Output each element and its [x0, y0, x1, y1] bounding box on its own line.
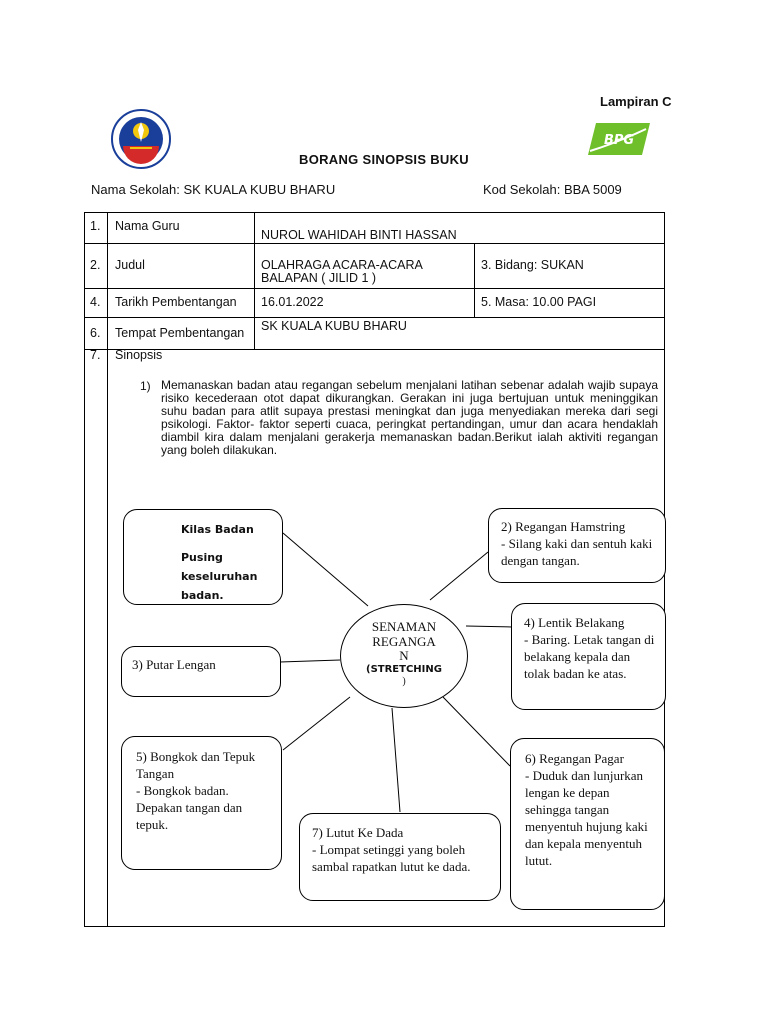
pagar-desc: - Duduk dan lunjurkan lengan ke depan sehingga tangan menyentuh hujung kaki dan kepala menyentuh lutut. — [525, 768, 648, 868]
kilas-line-2: keseluruhan — [181, 570, 258, 583]
school-name: Nama Sekolah: SK KUALA KUBU BHARU — [91, 182, 336, 197]
center-line-5: ) — [402, 676, 406, 687]
lutut-desc: - Lompat setinggi yang boleh sambal rapatkan lutut ke dada. — [312, 842, 471, 874]
row-number: 4. — [90, 295, 101, 309]
bongkok-desc: - Bongkok badan. Depakan tangan dan tepuk. — [136, 783, 243, 832]
lampiran-label: Lampiran C — [600, 94, 672, 109]
connector-lentik — [466, 626, 512, 627]
lentik-title: 4) Lentik Belakang — [524, 615, 625, 630]
box-lentik-belakang — [511, 603, 666, 710]
bongkok-title: 5) Bongkok dan Tepuk Tangan — [136, 749, 256, 781]
box-bongkok-tepuk — [121, 736, 282, 870]
svg-text:BPG: BPG — [603, 133, 635, 148]
row-label-judul: Judul — [115, 258, 145, 272]
row-value-judul: OLAHRAGA ACARA-ACARA BALAPAN ( JILID 1 ) — [261, 258, 423, 285]
lutut-title: 7) Lutut Ke Dada — [312, 825, 404, 840]
mind-map-center — [340, 604, 468, 708]
box-regangan-pagar — [510, 738, 665, 910]
row-number: 2. — [90, 258, 101, 272]
row-value-tarikh: 16.01.2022 — [261, 295, 324, 309]
row-label-sinopsis: Sinopsis — [115, 348, 163, 362]
synopsis-text: Memanaskan badan atau regangan sebelum menjalani latihan sebenar adalah wajib supaya risiko kecederaan otot dapat dikurangkan. Gerakan ini juga bertujuan untuk meninggikan suhu badan para atlit supaya prestasi meningkat dan juga menyediakan mereka dari segi psikologi. Faktor- faktor seperti cuaca, peringkat pertandingan, umur dan acara hendaklah diambil kira dalam menjalani gerakerja memanaskan badan.Berikut ialah aktiviti regangan yang boleh dilakukan. — [161, 378, 658, 457]
form-title: BORANG SINOPSIS BUKU — [299, 152, 469, 167]
connector-pagar — [443, 697, 510, 766]
putar-title: 3) Putar Lengan — [132, 657, 216, 672]
kilas-spacer — [181, 539, 282, 548]
row-value-tempat: SK KUALA KUBU BHARU — [261, 319, 407, 333]
synopsis-number: 1) — [140, 379, 151, 393]
pagar-title: 6) Regangan Pagar — [525, 751, 624, 766]
row-label-tarikh: Tarikh Pembentangan — [115, 295, 237, 309]
box-regangan-hamstring — [488, 508, 666, 583]
hamstring-title: 2) Regangan Hamstring — [501, 519, 626, 534]
hamstring-desc: - Silang kaki dan sentuh kaki dengan tangan. — [501, 536, 653, 568]
row-value-masa: 5. Masa: 10.00 PAGI — [481, 295, 597, 309]
connector-putar — [280, 660, 340, 662]
connector-kilas — [283, 533, 368, 606]
lentik-desc: - Baring. Letak tangan di belakang kepala dan tolak badan ke atas. — [524, 632, 655, 681]
school-code: Kod Sekolah: BBA 5009 — [483, 182, 622, 197]
row-label-tempat: Tempat Pembentangan — [115, 326, 245, 340]
kilas-line-3: badan. — [181, 589, 224, 602]
kilas-line-1: Pusing — [181, 551, 223, 564]
box-kilas-badan — [123, 509, 283, 605]
center-line-3: N — [399, 648, 409, 663]
row-value-bidang: 3. Bidang: SUKAN — [481, 258, 584, 272]
center-line-2: REGANGA — [372, 634, 436, 649]
center-line-1: SENAMAN — [371, 619, 437, 634]
row-number: 1. — [90, 219, 101, 233]
row-value-nama-guru: NUROL WAHIDAH BINTI HASSAN — [261, 228, 457, 242]
row-number: 7. — [90, 348, 101, 362]
box-putar-lengan — [121, 646, 281, 697]
row-number: 6. — [90, 326, 101, 340]
connector-lutut — [392, 708, 400, 812]
row-label-nama-guru: Nama Guru — [115, 219, 180, 233]
connector-hamstring — [430, 552, 488, 600]
connector-bongkok — [283, 697, 350, 750]
box-lutut-ke-dada — [299, 813, 501, 901]
center-line-4: (STRETCHING — [366, 664, 442, 675]
kilas-title: Kilas Badan — [181, 523, 254, 536]
